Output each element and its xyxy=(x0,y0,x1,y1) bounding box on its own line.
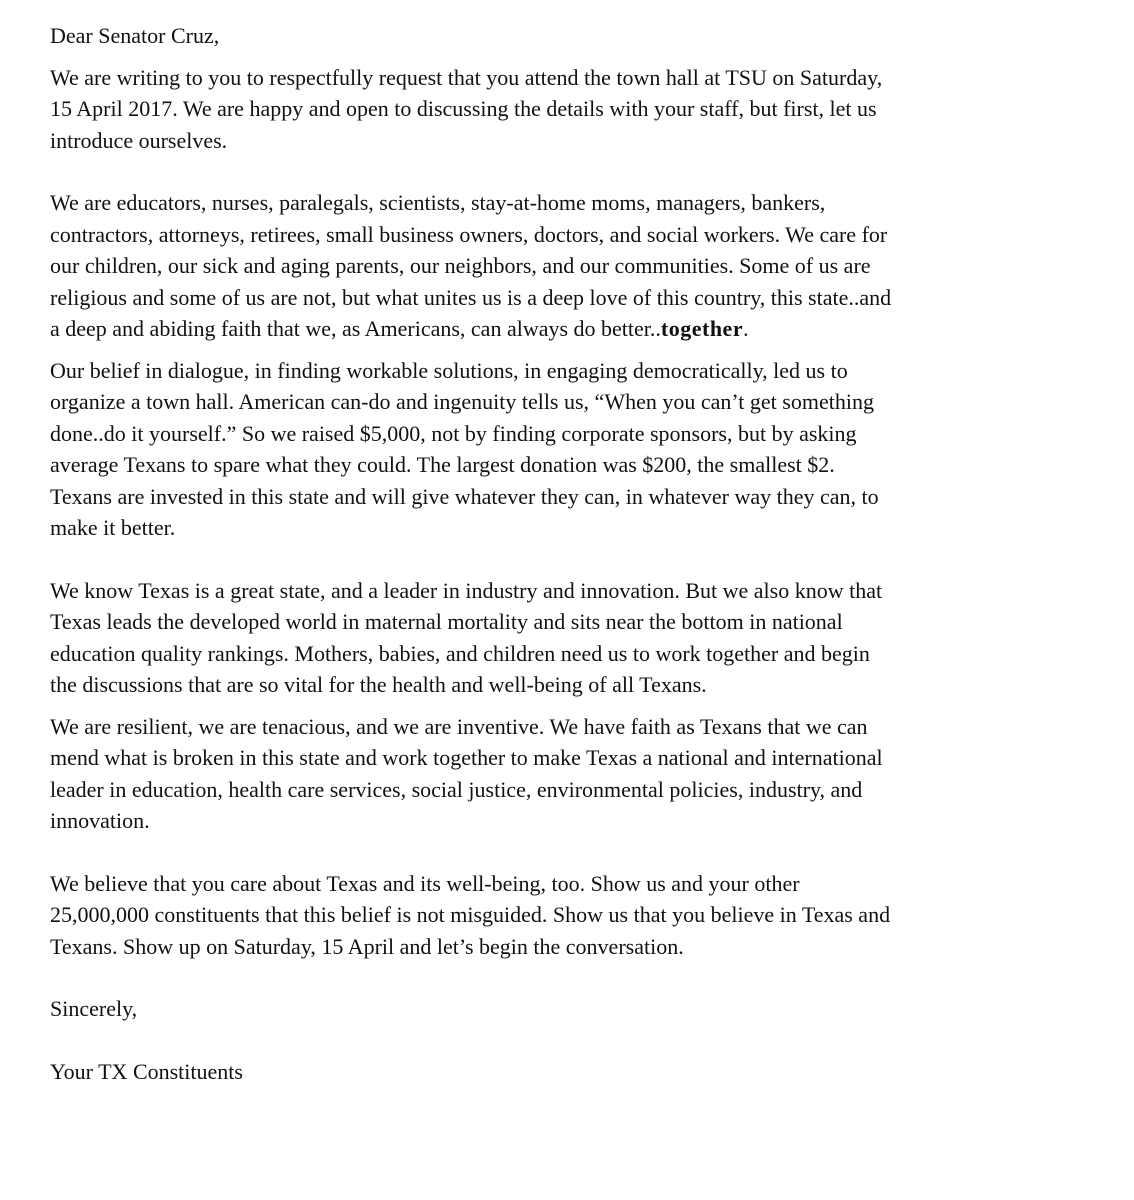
line-text: . xyxy=(743,316,749,341)
paragraph-introduction xyxy=(50,187,1090,345)
paragraph-line: Texans. Show up on Saturday, 15 April and let’s begin the conversation. xyxy=(50,933,684,959)
salutation: Dear Senator Cruz, xyxy=(50,23,220,48)
paragraph-line: Texas leads the developed world in maternal mortality and sits near the bottom in national xyxy=(50,609,843,634)
paragraph-line: the discussions that are so vital for the health and well-being of all Texans. xyxy=(50,672,707,697)
paragraph-line: our children, our sick and aging parents, our neighbors, and our communities. Some of us are xyxy=(50,253,871,278)
paragraph-line: average Texans to spare what they could. The largest donation was $200, the smallest $2. xyxy=(50,452,835,477)
paragraph-line: education quality rankings. Mothers, babies, and children need us to work together and begin xyxy=(50,640,870,666)
paragraph-call-to-action xyxy=(50,868,1090,963)
signature: Your TX Constituents xyxy=(50,1058,243,1084)
paragraph-request xyxy=(50,62,1090,157)
paragraph-line: innovation. xyxy=(50,808,150,833)
paragraph-line: make it better. xyxy=(50,515,176,540)
closing: Sincerely, xyxy=(50,996,138,1021)
paragraph-line: leader in education, health care services, social justice, environmental policies, industry, and xyxy=(50,776,863,802)
paragraph-line: We believe that you care about Texas and its well-being, too. Show us and your other xyxy=(50,870,800,896)
line-text: a deep and abiding faith that we, as Americans, can always do better.. xyxy=(50,316,661,341)
paragraph-line: We are resilient, we are tenacious, and we are inventive. We have faith as Texans that we can xyxy=(50,713,868,739)
paragraph-line: 25,000,000 constituents that this belief is not misguided. Show us that you believe in Texas and xyxy=(50,902,891,927)
paragraph-line: Our belief in dialogue, in finding workable solutions, in engaging democratically, led us to xyxy=(50,357,848,383)
paragraph-line xyxy=(50,313,1090,345)
paragraph-line: introduce ourselves. xyxy=(50,127,228,153)
emphasis-together: together xyxy=(660,316,744,341)
paragraph-line: contractors, attorneys, retirees, small business owners, doctors, and social workers. We care for xyxy=(50,221,888,247)
paragraph-line: Texans are invested in this state and will give whatever they can, in whatever way they can, to xyxy=(50,483,879,509)
paragraph-line: mend what is broken in this state and work together to make Texas a national and international xyxy=(50,745,883,770)
paragraph-line: We are educators, nurses, paralegals, scientists, stay-at-home moms, managers, bankers, xyxy=(50,190,826,215)
paragraph-line: done..do it yourself.” So we raised $5,000, not by finding corporate sponsors, but by asking xyxy=(50,420,857,446)
paragraph-fundraising xyxy=(50,355,1090,544)
paragraph-line: We are writing to you to respectfully request that you attend the town hall at TSU on Saturday, xyxy=(50,64,883,90)
paragraph-line: religious and some of us are not, but what unites us is a deep love of this country, this state..and xyxy=(50,284,892,310)
paragraph-texas-issues xyxy=(50,575,1090,701)
paragraph-line: organize a town hall. American can-do and ingenuity tells us, “When you can’t get something xyxy=(50,389,874,414)
paragraph-line: 15 April 2017. We are happy and open to discussing the details with your staff, but first, let us xyxy=(50,96,877,121)
letter-body xyxy=(50,20,1090,1087)
paragraph-resilience xyxy=(50,711,1090,837)
paragraph-line: We know Texas is a great state, and a leader in industry and innovation. But we also know that xyxy=(50,577,883,603)
